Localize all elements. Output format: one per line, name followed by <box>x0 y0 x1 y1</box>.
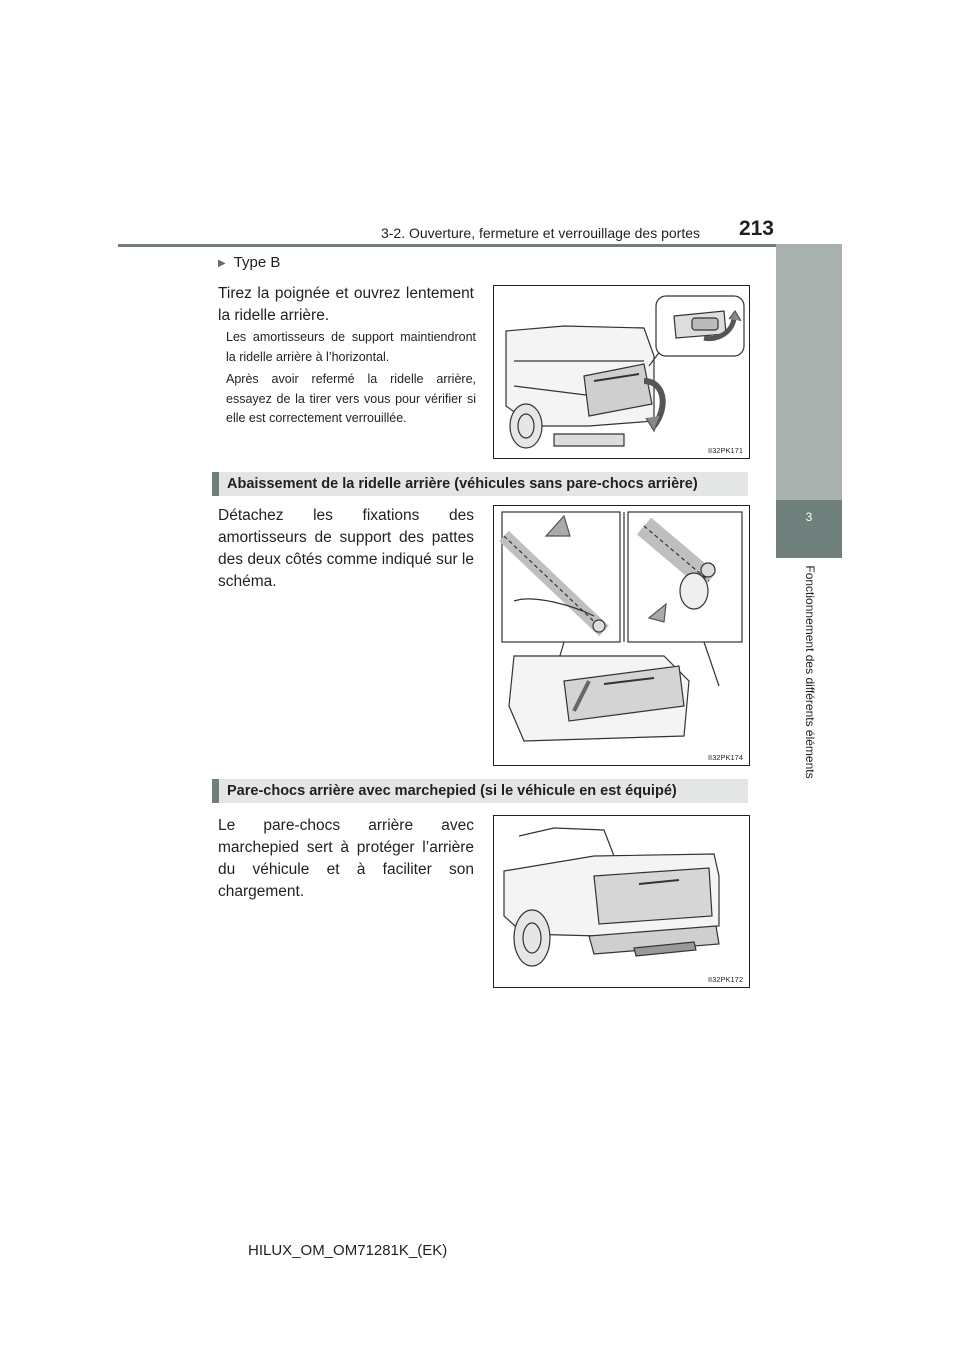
chapter-tab-upper <box>776 244 842 500</box>
triangle-bullet-icon: ▶ <box>218 258 226 269</box>
section-bar-bumper: Pare-chocs arrière avec marchepied (si le véhicule en est équipé) <box>212 779 748 803</box>
document-id: HILUX_OM_OM71281K_(EK) <box>248 1242 448 1259</box>
lowering-instruction: Détachez les fixations des amortisseurs de support des pattes des deux côtés comme indiqué sur le schéma. <box>218 507 474 590</box>
chapter-number-box <box>776 500 842 558</box>
figure-code: II32PK171 <box>707 446 743 455</box>
chapter-number: 3 <box>805 510 813 524</box>
figure-damper-detach <box>493 505 750 766</box>
section-title: 3-2. Ouverture, fermeture et verrouillage des portes <box>380 225 700 241</box>
type-b-instruction: Tirez la poignée et ouvrez lentement la ridelle arrière. <box>218 285 474 324</box>
chapter-title-vertical: Fonctionnement des différents éléments <box>803 565 817 779</box>
type-b-heading <box>218 254 280 271</box>
bumper-description: Le pare-chocs arrière avec marchepied sert à protéger l’arrière du véhicule et à faciliter son chargement. <box>218 817 474 900</box>
type-b-note-1: Les amortisseurs de support maintiendront la ridelle arrière à l’horizontal. <box>226 330 476 364</box>
damper-detach-illustration <box>494 506 749 765</box>
header-rule <box>118 244 842 247</box>
type-b-label: Type B <box>233 254 281 271</box>
figure-step-bumper <box>493 815 750 988</box>
tailgate-open-illustration <box>494 286 749 458</box>
figure-code: II32PK172 <box>707 975 743 984</box>
page-number: 213 <box>738 217 774 240</box>
figure-tailgate-open <box>493 285 750 459</box>
section-bar-lowering: Abaissement de la ridelle arrière (véhicules sans pare-chocs arrière) <box>212 472 748 496</box>
type-b-note-2: Après avoir refermé la ridelle arrière, essayez de la tirer vers vous pour vérifier si elle est correctement verrouillée. <box>226 372 476 425</box>
figure-code: II32PK174 <box>707 753 743 762</box>
step-bumper-illustration <box>494 816 749 987</box>
